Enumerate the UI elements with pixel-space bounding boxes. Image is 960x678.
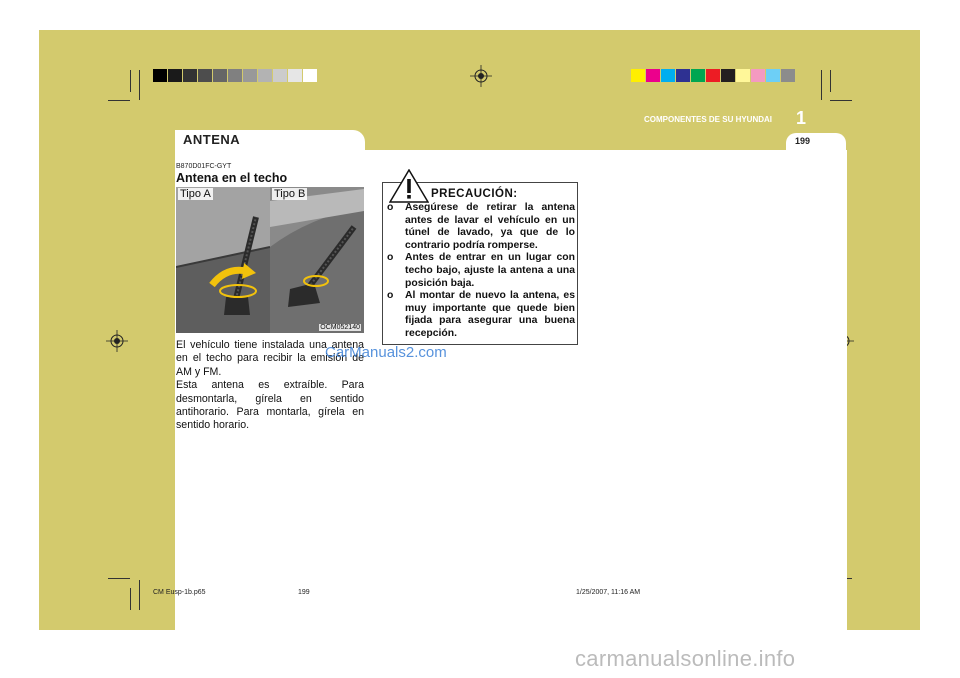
crop-mark-tl-v2 — [139, 70, 140, 100]
paragraph: Esta antena es extraíble. Para desmontarla, gírela en sentido antihorario. Para montarla, gírela en sentido horario. — [176, 379, 364, 432]
bullet: o — [387, 252, 394, 264]
color-swatch — [766, 69, 781, 82]
subsection-title: Antena en el techo — [176, 171, 288, 185]
figure-code: OCM052140 — [320, 324, 360, 331]
crop-mark-tl-h — [108, 100, 130, 101]
caution-box — [382, 182, 578, 345]
watermark-text: CarManuals2.com — [325, 344, 447, 361]
caution-title: PRECAUCIÓN: — [431, 188, 518, 200]
color-swatch — [288, 69, 303, 82]
section-tab — [175, 130, 365, 150]
section-name: COMPONENTES DE SU HYUNDAI — [644, 115, 773, 124]
color-swatch — [781, 69, 796, 82]
color-swatch — [631, 69, 646, 82]
color-swatch — [691, 69, 706, 82]
caution-item — [387, 290, 575, 340]
crop-mark-tl-v — [130, 70, 131, 92]
antenna-photo-type-a — [176, 187, 270, 333]
reference-code: B870D01FC-GYT — [176, 163, 232, 170]
caution-list — [387, 202, 575, 341]
bullet: o — [387, 290, 394, 302]
color-swatch — [661, 69, 676, 82]
caution-item — [387, 252, 575, 290]
color-swatch — [198, 69, 213, 82]
antenna-type-a-illustration — [176, 187, 270, 333]
color-swatch — [721, 69, 736, 82]
footer-page: 199 — [298, 589, 310, 596]
color-swatch — [258, 69, 273, 82]
crop-mark-bl-v — [130, 588, 131, 610]
bullet: o — [387, 202, 394, 213]
page-number-tab — [786, 133, 846, 150]
caution-item-text: Asegúrese de retirar la antena antes de lavar el vehículo en un túnel de lavado, ya que de lo contrario podría romperse. — [405, 202, 575, 251]
caution-item-text: Antes de entrar en un lugar con techo bajo, ajuste la antena a una posición baja. — [405, 252, 575, 289]
section-tab-label: ANTENA — [183, 132, 241, 147]
color-swatch — [273, 69, 288, 82]
color-swatch — [228, 69, 243, 82]
antenna-type-b-illustration — [270, 187, 364, 333]
site-watermark: carmanualsonline.info — [575, 646, 796, 671]
color-swatch — [168, 69, 183, 82]
registration-mark-icon — [106, 330, 128, 352]
footer-date: 1/25/2007, 11:16 AM — [576, 589, 641, 596]
figure-label-b: Tipo B — [274, 188, 306, 200]
color-swatch — [243, 69, 258, 82]
color-swatch — [736, 69, 751, 82]
color-swatch — [183, 69, 198, 82]
color-swatch-row-right — [631, 69, 796, 82]
color-swatch — [751, 69, 766, 82]
color-swatch — [153, 69, 168, 82]
crop-mark-bl-h — [108, 578, 130, 579]
footer-file: CM Eusp-1b.p65 — [153, 589, 206, 596]
color-swatch — [213, 69, 228, 82]
crop-mark-tr-v — [830, 70, 831, 92]
color-swatch — [303, 69, 318, 82]
color-swatch — [646, 69, 661, 82]
warning-triangle-icon — [389, 169, 429, 203]
color-swatch — [706, 69, 721, 82]
paragraph: El vehículo tiene instalada una antena en el techo para recibir la emisión de AM y FM. — [176, 339, 364, 378]
color-swatch — [676, 69, 691, 82]
registration-mark-icon — [470, 65, 492, 87]
caution-item-text: Al montar de nuevo la antena, es muy importante que quede bien fijada para asegurar una buena recepción. — [405, 290, 575, 339]
figure-label-a: Tipo A — [180, 188, 211, 200]
page-number: 199 — [795, 136, 811, 146]
color-swatch-row-left — [153, 69, 318, 82]
caution-item — [387, 202, 575, 252]
chapter-number: 1 — [796, 108, 807, 128]
crop-mark-tr-h — [830, 100, 852, 101]
crop-mark-tr-v2 — [821, 70, 822, 100]
antenna-photo-type-b — [270, 187, 364, 333]
crop-mark-bl-v2 — [139, 580, 140, 610]
